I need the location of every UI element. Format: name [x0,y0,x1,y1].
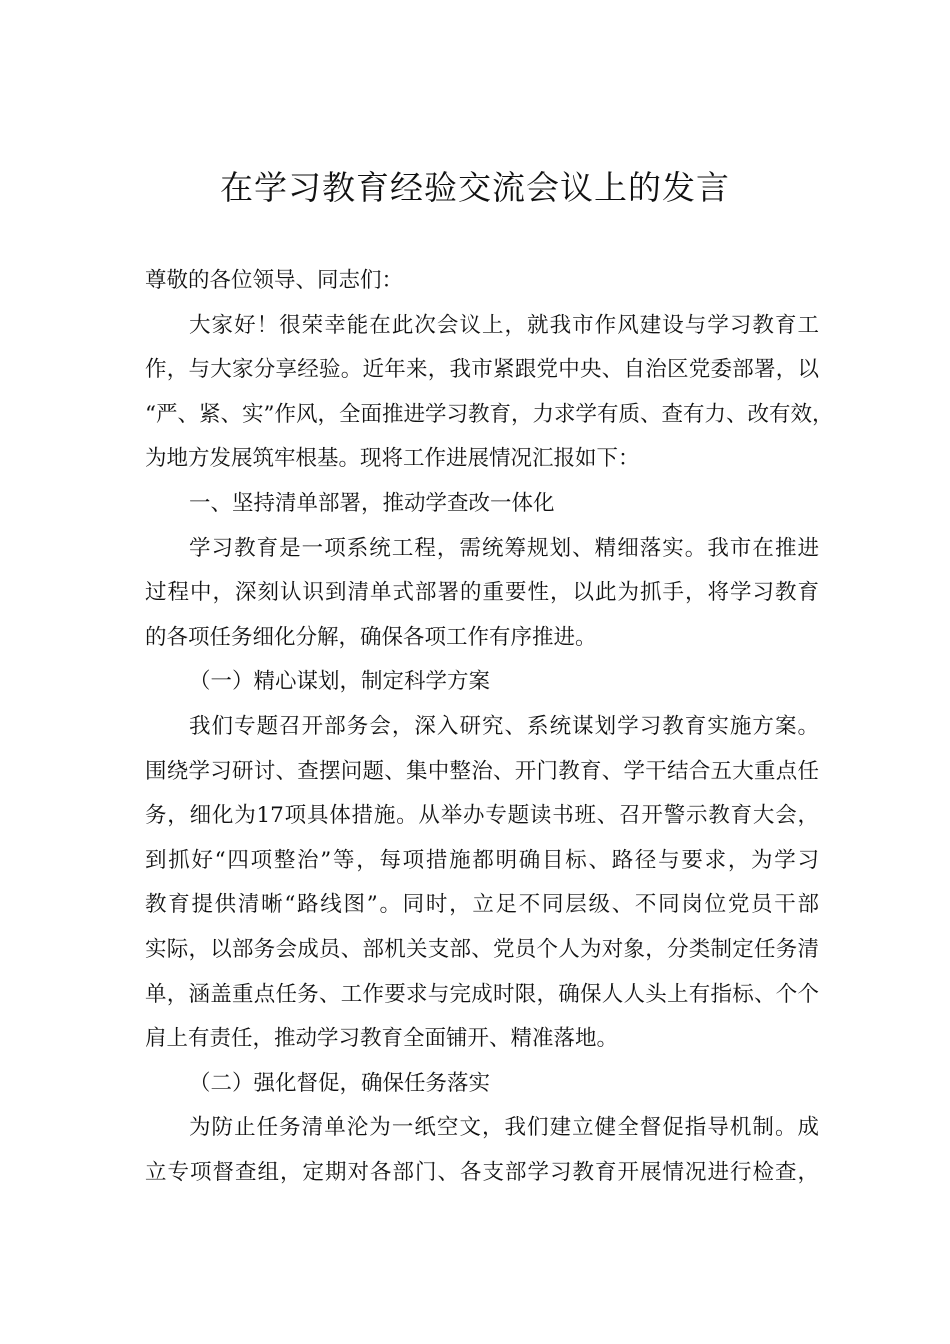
text-line: 单，涵盖重点任务、工作要求与完成时限，确保人人头上有指标、个个 [145,981,819,1007]
text-line: 的各项任务细化分解，确保各项工作有序推进。 [145,624,597,650]
text-line: （一）精心谋划，制定科学方案 [189,669,491,695]
paragraph [145,527,819,661]
text-line: “严、紧、实”作风，全面推进学习教育，力求学有质、查有力、改有效， [145,401,834,427]
text-line: 为防止任务清单沦为一纸空文，我们建立健全督促指导机制。成 [189,1115,819,1141]
text-line: 到抓好“四项整治”等，每项措施都明确目标、路径与要求，为学习 [145,847,819,873]
paragraph [145,1106,819,1195]
paragraph [145,259,819,304]
text-line: 一、坚持清单部署，推动学查改一体化 [189,490,555,516]
text-line: 大家好！很荣幸能在此次会议上，就我市作风建设与学习教育工 [189,312,819,338]
text-line: 围绕学习研讨、查摆问题、集中整治、开门教育、学干结合五大重点任 [145,758,819,784]
text-line: 立专项督查组，定期对各部门、各支部学习教育开展情况进行检查， [145,1159,819,1185]
paragraph [145,660,819,705]
text-line: 学习教育是一项系统工程，需统筹规划、精细落实。我市在推进 [189,535,819,561]
text-line: 实际，以部务会成员、部机关支部、党员个人为对象，分类制定任务清 [145,936,819,962]
paragraph [145,304,834,482]
text-line: 作，与大家分享经验。近年来，我市紧跟党中央、自治区党委部署，以 [145,357,819,383]
text-line: 务，细化为17项具体措施。从举办专题读书班、召开警示教育大会， [145,803,819,829]
text-line: 我们专题召开部务会，深入研究、系统谋划学习教育实施方案。 [189,713,819,739]
paragraph [145,1062,819,1107]
document-title: 在学习教育经验交流会议上的发言 [220,168,730,207]
paragraph [145,482,819,527]
paragraph [145,705,819,1062]
text-line: 肩上有责任，推动学习教育全面铺开、精准落地。 [145,1026,619,1052]
text-line: 为地方发展筑牢根基。现将工作进展情况汇报如下： [145,446,640,472]
text-line: 尊敬的各位领导、同志们： [145,268,404,293]
document-body [145,259,834,1195]
text-line: 教育提供清晰“路线图”。同时，立足不同层级、不同岗位党员干部 [145,892,819,918]
text-line: （二）强化督促，确保任务落实 [189,1070,491,1096]
text-line: 过程中，深刻认识到清单式部署的重要性，以此为抓手，将学习教育 [145,580,819,606]
